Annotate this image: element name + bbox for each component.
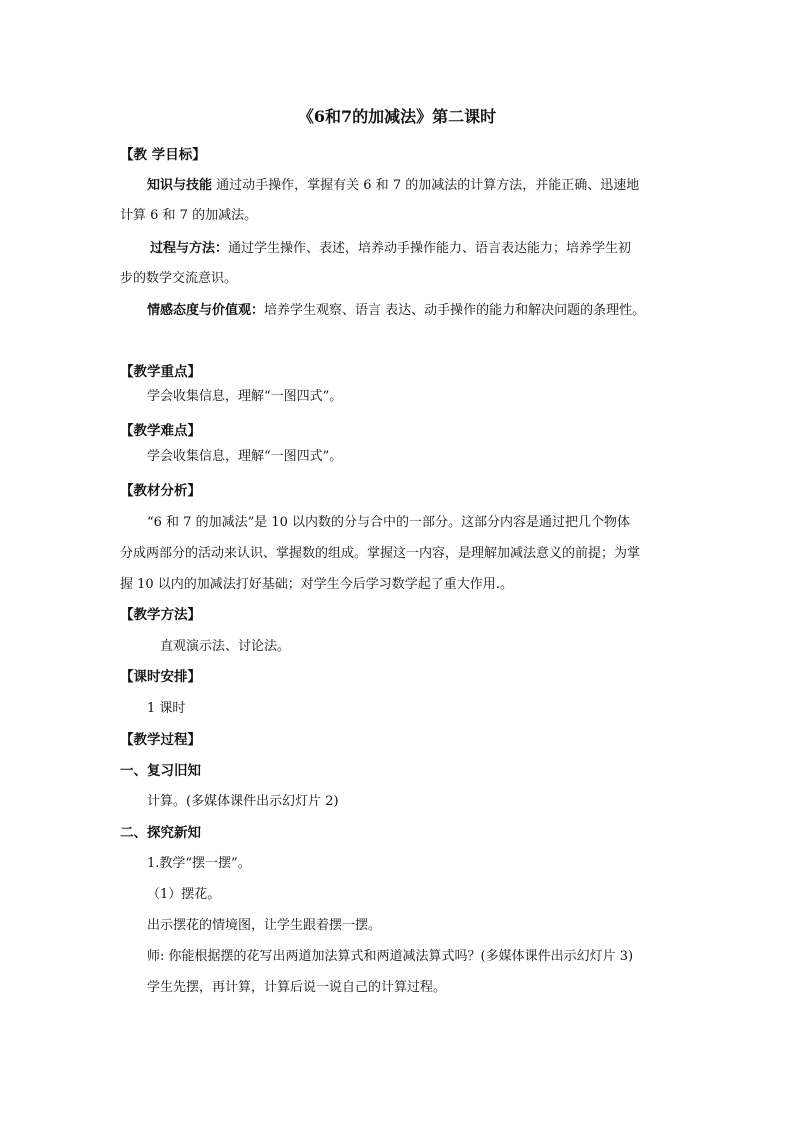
process-line-1 <box>150 240 631 258</box>
emotion-text: 培养学生观察、语言 表达、动手操作的能力和解决问题的条理性。 <box>264 303 646 318</box>
knowledge-text-1: 通过动手操作，掌握有关 6 和 7 的加减法的计算方法，并能正确、迅速地 <box>212 178 640 193</box>
item-1-sub: （1）摆花。 <box>147 887 221 902</box>
analysis-line-3: 握 10 以内的加减法打好基础；对学生今后学习数学起了重大作用.。 <box>120 577 513 592</box>
knowledge-line-2: 计算 6 和 7 的加减法。 <box>120 208 258 223</box>
method-text: 直观演示法、讨论法。 <box>160 639 291 654</box>
key-point-text: 学会收集信息，理解“一图四式”。 <box>147 389 343 404</box>
analysis-heading: 【教材分析】 <box>120 483 201 499</box>
analysis-line-2: 分成两部分的活动来认识、掌握数的组成。掌握这一内容，是理解加减法意义的前提；为掌 <box>120 546 641 561</box>
knowledge-label: 知识与技能 <box>147 178 213 193</box>
process-line-2: 步的数学交流意识。 <box>120 271 238 286</box>
process-line-c: 学生先摆，再计算，计算后说一说自己的计算过程。 <box>147 980 447 995</box>
objectives-heading: 【教 学目标】 <box>120 147 206 163</box>
item-1: 1.教学“摆一摆”。 <box>147 856 251 871</box>
difficulty-text: 学会收集信息，理解“一图四式”。 <box>147 449 343 464</box>
schedule-text: 1 课时 <box>147 701 186 716</box>
section-1-title: 一、复习旧知 <box>120 763 201 779</box>
section-2-title: 二、探究新知 <box>120 825 201 841</box>
process-line-b: 师: 你能根据摆的花写出两道加法算式和两道减法算式吗？(多媒体课件出示幻灯片 3) <box>147 949 634 964</box>
process-line-a: 出示摆花的情境图，让学生跟着摆一摆。 <box>147 918 382 933</box>
key-point-heading: 【教学重点】 <box>120 364 201 380</box>
knowledge-line-1 <box>147 177 639 195</box>
process-label: 过程与方法： <box>150 241 229 256</box>
process-text-1: 通过学生操作、表述，培养动手操作能力、语言表达能力；培养学生初 <box>228 241 632 256</box>
emotion-line <box>147 302 645 320</box>
method-heading: 【教学方法】 <box>120 607 201 623</box>
page-title: 《6和7的加减法》第二课时 <box>297 107 497 126</box>
process-heading: 【教学过程】 <box>120 732 201 748</box>
difficulty-heading: 【教学难点】 <box>120 423 201 439</box>
section-1-text: 计算。(多媒体课件出示幻灯片 2) <box>147 794 339 809</box>
schedule-heading: 【课时安排】 <box>120 669 201 685</box>
analysis-line-1: “6 和 7 的加减法”是 10 以内数的分与合中的一部分。这部分内容是通过把几个物体 <box>147 515 631 530</box>
emotion-label: 情感态度与价值观： <box>147 303 265 318</box>
